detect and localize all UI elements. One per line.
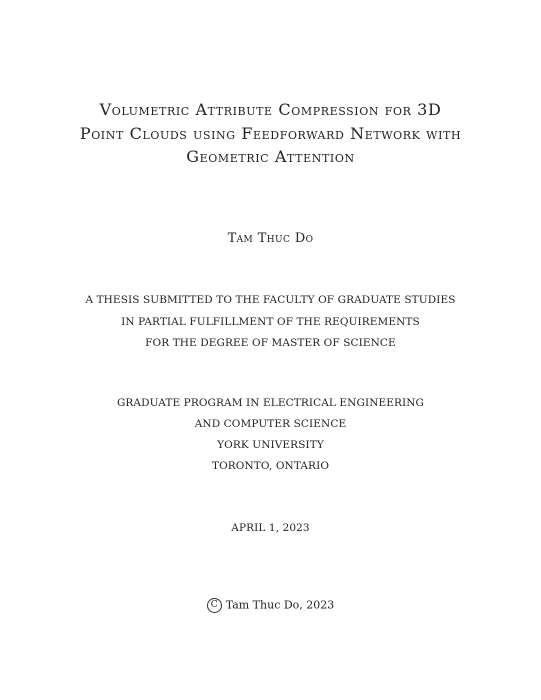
submission-line-3: FOR THE DEGREE OF MASTER OF SCIENCE (145, 337, 396, 349)
title-line-2: Point Clouds using Feedforward Network with (79, 124, 462, 143)
copyright-icon: C (207, 598, 222, 613)
copyright-text: Tam Thuc Do, 2023 (225, 598, 335, 612)
title-line-3: Geometric Attention (186, 147, 355, 166)
program-line-1: GRADUATE PROGRAM IN ELECTRICAL ENGINEERING (116, 397, 425, 409)
submission-date: APRIL 1, 2023 (231, 522, 310, 534)
submission-line-1: A THESIS SUBMITTED TO THE FACULTY OF GRADUATE STUDIES (85, 294, 456, 306)
copyright-notice (0, 598, 541, 613)
program-line-4: TORONTO, ONTARIO (211, 460, 330, 472)
author-name: Tam Thuc Do (227, 231, 314, 246)
program-line-2: AND COMPUTER SCIENCE (194, 418, 347, 430)
submission-line-2: IN PARTIAL FULFILLMENT OF THE REQUIREMENTS (121, 316, 420, 328)
program-line-3: YORK UNIVERSITY (217, 439, 324, 451)
title-line-1: Volumetric Attribute Compression for 3D (99, 100, 442, 119)
